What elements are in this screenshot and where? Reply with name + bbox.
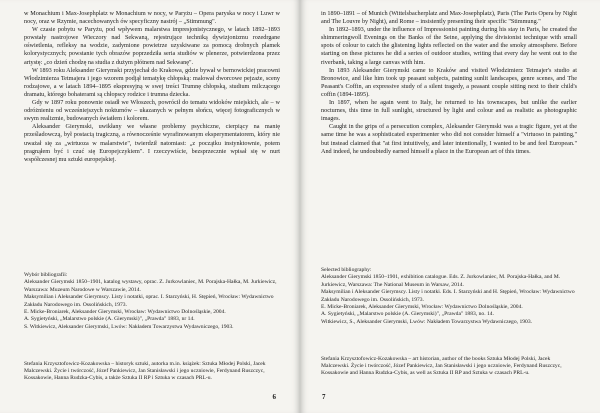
left-biblio-heading: Wybór bibliografii: (24, 272, 68, 278)
left-paragraph-3: W 1893 roku Aleksander Gierymski przyjechał do Krakowa, gdzie bywał w bernowickiej pracowni Włodzimierza Tetmajera i jego wzorem podjął tematykę chłopską: malował dworcowe pejzaże, sceny rodzajowe, a w latach 1894–1895 ekspresyjną w swej treści Trumnę chłopską, studium milczącego dramatu, którego bohaterami są chłopscy rodzice i trumna dziecka. (24, 66, 280, 98)
right-body-text (321, 10, 577, 156)
right-paragraph-3: In 1893 Aleksander Gierymski came to Kraków and visited Włodzimierz Tetmajer's studio at Bronowice, and like him took up peasant subjects, painting sunlit landscapes, genre scenes, and The Peasant's Coffin, an expressive study of a silent tragedy, a peasant couple sitting next to their child's coffin (1894-1895). (321, 66, 577, 98)
right-paragraph-2: In 1892–1893, under the influence of Impressionist painting during his stay in Paris, he created the shimmeringwoll Evenings on the Banks of the Seine, applying the divisionist technique with small spots of colour to catch the glistening lights reflected on the water and the smoky atmosphere. Before starting on these pictures he did a series of outdoor studies, writing that every day he went out to the riverbank, taking a large canvas with him. (321, 26, 577, 66)
right-page (300, 0, 600, 413)
right-paragraph-4: In 1897, when he again went to Italy, he returned to his townscapes, but unlike the earlier nocturnes, this time in full sunlight, structured by light and colour and as realistic as photographic images. (321, 99, 577, 123)
left-biblio-item: S. Witkiewicz, Aleksander Gierymski, Lwów: Nakładem Towarzystwa Wydawniczego, 1903. (24, 323, 234, 330)
left-page-number: 6 (272, 393, 276, 401)
left-author-note (24, 355, 280, 388)
left-paragraph-5: Aleksander Gierymski, uwikłany we własne problemy psychiczne, cierpiący na manię prześladowczą, był postacią tragiczną, a równocześnie wyrafinowanym eksperymentatorem, który nie uważał się za „wirtuoza w malarstwie", twierdził natomiast: „z początku instynktownie, potem pragnąłem być i czuć się Europejczykiem". I rzeczywiście, bezsprzecznie wpisał się w nurt współczesnej mu sztuki europejskiej. (24, 123, 280, 163)
left-bibliography (24, 272, 280, 331)
right-biblio-item: Witkiewicz, S., Aleksander Gierymski, Lwów: Nakładem Towarzystwa Wydawniczego, 1903. (321, 318, 533, 325)
right-author-text: Stefania Krzysztofowicz-Kozakowska – art historian, author of the books Sztuka Młodej Polski, Jacek Malczewski. Życie i twórczość, Józef Pankiewicz, Jan Stanisławski i jego uczniowie, Ferdynand Ruszczyc, Kossakowie and Hanna Rudzka-Cybis, as well as Sztuka II RP and Sztuka w czasach PRL-u. (321, 355, 562, 377)
left-biblio-item: Aleksander Gierymski 1850–1901, katalog wystawy, oprac. Z. Jurkowlaniec, M. Porajska-Hałka, M. Jurkiewicz, Warszawa: Muzeum Narodowe w Warszawie, 2014. (24, 279, 277, 293)
right-bibliography (321, 267, 577, 326)
right-paragraph-1: in 1890–1891 – of Munich (Wittelsbacherplatz and Max-Josephplatz), Paris (The Paris Opera by Night and The Louvre by Night), and Rome – insistently presenting their specific "Stimmung." (321, 10, 577, 26)
left-biblio-item: A. Sygietyński, „Malarstwo polskie (A. Gierymski)", „Prawda" 1883, nr 14. (24, 316, 195, 323)
right-biblio-item: E. Micke-Broniarek, Aleksander Gierymski, Wrocław: Wydawnictwo Dolnośląskie, 2004. (321, 304, 523, 311)
left-biblio-item: E. Micke-Broniarek, Aleksander Gierymski, Wrocław: Wydawnictwo Dolnośląskie, 2004. (24, 309, 226, 316)
left-paragraph-1: w Monachium i Max-Josephplatz w Monachium w nocy, w Paryżu – Opera paryska w nocy i Luwr w nocy, oraz w Rzymie, nacechowanych ów specyficzny nastrój – „Stimmung". (24, 10, 280, 26)
right-page-number: 7 (322, 393, 326, 401)
right-biblio-item: A. Sygietyński, „Malarstwo polskie (A. Gierymski)", „Prawda" 1883, no. 14. (321, 311, 494, 318)
right-author-note (321, 350, 577, 383)
right-biblio-item: Maksymilian i Aleksander Gierymscy. Listy i notatki. Eds. I. Starzyński and H. Stępień, Wrocław: Wydawnictwo Zakładu Narodowego im. Ossolińskich, 1973. (321, 289, 575, 303)
right-paragraph-5: Caught in the grips of a persecution complex, Aleksander Gierymski was a tragic figure, yet at the same time he was a sophisticated experimenter who did not consider himself a "virtuoso in painting," but instead claimed that "at first intuitively, and later intentionally, I wanted to be and feel European." And indeed, he undoubtedly earned himself a place in the European art of this times. (321, 123, 577, 155)
right-biblio-heading: Selected bibliography: (321, 267, 372, 273)
left-biblio-item: Maksymilian i Aleksander Gierymscy. Listy i notatki, oprac. I. Starzyński, H. Stępień, Wrocław: Wydawnictwo Zakładu Narodowego im. Ossolińskich, 1973. (24, 294, 274, 308)
left-body-text (24, 10, 280, 164)
left-paragraph-2: W czasie pobytu w Paryżu, pod wpływem malarstwa impresjonistycznego, w latach 1892–1893 powstały nastrojowe Wieczory nad Sekwaną, rejestrujące techniką dywizjonizmu rozedrgane oświetlenia, refleksy na wodzie, zadymione powietrze uzyskiwane za pomocą drobnych plamek kolorystycznych; powstanie tych obrazów poprzedziła seria studiów w plenerze, potwierdzona przez artystę: „co dzień chodzę na studia z dużym płótnem nad Sekwanę". (24, 26, 280, 66)
left-author-text: Stefania Krzysztofowicz-Kozakowska – historyk sztuki, autorka m.in. książek: Sztuka Młodej Polski, Jacek Malczewski. Życie i twórczość, Józef Pankiewicz, Jan Stanisławski i jego uczniowie, Ferdynand Ruszczyc, Kossakowie, Hanna Rudzka-Cybis, a także Sztuka II RP i Sztuka w czasach PRL-u. (24, 360, 266, 382)
left-paragraph-4: Gdy w 1897 roku ponownie osiadł we Włoszech, powrócił do tematu widoków miejskich, ale – w odróżnieniu od wcześniejszych nokturnów – ukazanych w pełnym słońcu, więcej fotograficznych w swym realizmie, budowanych światłem i kolorem. (24, 99, 280, 123)
right-biblio-item: Aleksander Gierymski 1850–1901, exhibition catalogue. Eds. Z. Jurkowlaniec, M. Porajska-Hałka, and M. Jurkiewicz, Warszawa: The National Museum in Warsaw, 2014. (321, 274, 561, 288)
